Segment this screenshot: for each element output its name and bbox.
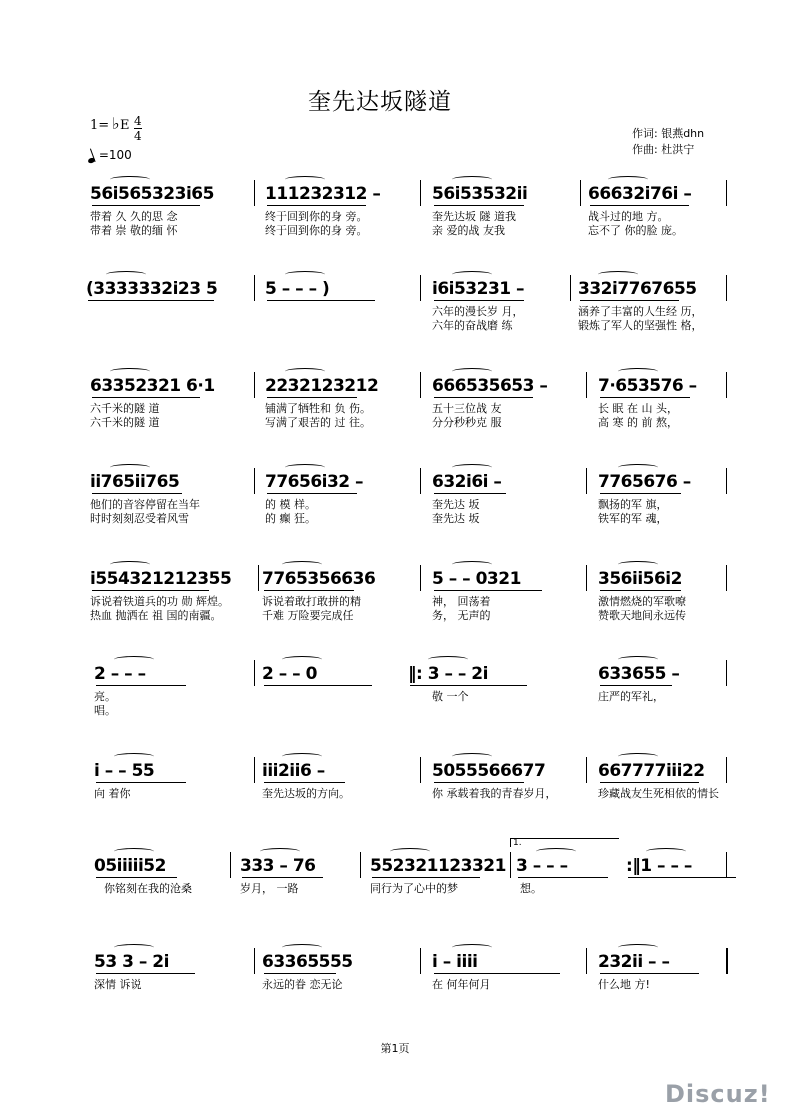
- lyric-block: [432, 210, 516, 238]
- lyric-block: [90, 595, 229, 623]
- slur-arc: [618, 464, 658, 471]
- lyric-verse-1: 奎先达坂的方向。: [262, 787, 350, 800]
- slur-arc: [428, 656, 468, 663]
- measure-notes: i6i53231 –: [432, 279, 525, 299]
- bar-line: [726, 565, 727, 591]
- beam-underline: [580, 300, 679, 301]
- beam-underline: [600, 685, 672, 686]
- beam-underline: [590, 205, 689, 206]
- measure-notes: ii765ii765: [90, 472, 180, 492]
- lyric-block: [598, 498, 668, 526]
- lyric-verse-1: 敬 一个: [432, 690, 469, 703]
- slur-arc: [260, 848, 300, 855]
- measure-notes: 7·653576 –: [598, 376, 697, 396]
- lyric-verse-1: 永远的眷 恋无论: [262, 978, 343, 991]
- beam-underline: [434, 493, 506, 494]
- bar-line: [258, 565, 259, 591]
- lyric-verse-1: 神， 回荡着: [432, 595, 491, 608]
- beam-underline: [92, 590, 209, 591]
- slur-arc: [114, 656, 154, 663]
- measure-notes: 77656i32 –: [265, 472, 364, 492]
- lyric-verse-2: 六千米的隧 道: [90, 416, 160, 429]
- lyric-block: [598, 978, 650, 992]
- composer: 作曲: 杜洪宁: [632, 143, 695, 156]
- lyric-verse-1: 飘扬的军 旗，: [598, 498, 668, 511]
- measure-notes: 5 – – – ): [265, 279, 330, 299]
- slur-arc: [452, 271, 492, 278]
- lyric-block: [432, 498, 480, 526]
- bar-line: [726, 660, 727, 686]
- lyric-verse-1: 诉说着铁道兵的功 勋 辉煌。: [90, 595, 229, 608]
- beam-underline: [434, 973, 560, 974]
- measure-notes: 5 – – 0321: [432, 569, 521, 589]
- slur-arc: [110, 368, 150, 375]
- slur-arc: [285, 368, 325, 375]
- slur-arc: [452, 368, 492, 375]
- lyric-verse-1: 他们的音容停留在当年: [90, 498, 200, 511]
- lyric-block: [265, 402, 371, 430]
- slur-arc: [282, 753, 322, 760]
- slur-arc: [608, 176, 648, 183]
- beam-underline: [264, 590, 354, 591]
- beam-underline: [434, 782, 524, 783]
- lyric-verse-1: 庄严的军礼，: [598, 690, 664, 703]
- lyric-block: [578, 305, 703, 333]
- bar-line: [586, 468, 587, 494]
- score-row: [90, 372, 728, 442]
- score-row: [90, 660, 728, 730]
- measure-notes: 333 – 76: [240, 856, 316, 876]
- score-row: [90, 757, 728, 827]
- lyric-verse-1: 带着 久 久的思 念: [90, 210, 178, 223]
- lyric-verse-1: 的 模 样。: [265, 498, 316, 511]
- bar-line: [360, 852, 361, 878]
- lyric-block: [90, 402, 160, 430]
- slur-arc: [390, 848, 430, 855]
- lyric-verse-2: 时时刻刻忍受着风雪: [90, 512, 189, 525]
- bar-line: [254, 372, 255, 398]
- bar-line: [230, 852, 231, 878]
- slur-arc: [618, 368, 658, 375]
- lyric-verse-1: 奎先达 坂: [432, 498, 480, 511]
- lyric-verse-2: 铁军的军 魂，: [598, 512, 668, 525]
- slur-arc: [285, 271, 325, 278]
- measure-notes: 666535653 –: [432, 376, 548, 396]
- lyric-verse-2: 高 寒 的 前 熬，: [598, 416, 678, 429]
- measure-notes: i554321212355: [90, 569, 232, 589]
- lyric-block: [94, 787, 131, 801]
- bar-line: [420, 372, 421, 398]
- beam-underline: [88, 300, 214, 301]
- beam-underline: [96, 685, 186, 686]
- measure-notes: 2 – – 0: [262, 664, 317, 684]
- notes-line: [90, 468, 728, 496]
- slur-arc: [114, 753, 154, 760]
- volta-bracket: 1.: [510, 838, 619, 847]
- bar-line: [420, 180, 421, 206]
- bar-line: [726, 180, 727, 206]
- lyric-verse-1: 同行为了心中的梦: [370, 882, 458, 895]
- lyric-block: [94, 978, 142, 992]
- lyric-block: [262, 978, 343, 992]
- lyric-block: [262, 595, 361, 623]
- slur-arc: [452, 753, 492, 760]
- lyric-verse-2: 亲 爱的战 友我: [432, 224, 505, 237]
- beam-underline: [264, 685, 372, 686]
- bar-line: [726, 275, 727, 301]
- bar-line: [420, 757, 421, 783]
- lyric-verse-1: 奎先达坂 隧 道我: [432, 210, 516, 223]
- lyric-verse-1: 深情 诉说: [94, 978, 142, 991]
- beam-underline: [600, 590, 681, 591]
- bar-line: [726, 468, 727, 494]
- score-row: [86, 275, 728, 345]
- lyric-verse-2: 奎先达 坂: [432, 512, 480, 525]
- flat-sign: ♭: [112, 114, 120, 133]
- bar-line: [254, 948, 255, 974]
- measure-notes: 2 – – –: [94, 664, 146, 684]
- watermark-logo: Discuz!: [665, 1080, 771, 1108]
- score-row: [90, 468, 728, 538]
- measure-notes: 05iiiii52: [94, 856, 166, 876]
- bar-line: [510, 852, 511, 878]
- measure-notes: :‖1 – – –: [626, 856, 692, 876]
- beam-underline: [434, 397, 533, 398]
- beam-underline: [267, 205, 366, 206]
- beam-underline: [96, 782, 186, 783]
- lyric-verse-1: 岁月， 一路: [240, 882, 299, 895]
- lyric-block: [265, 498, 316, 526]
- lyric-verse-1: 六千米的隧 道: [90, 402, 160, 415]
- notes-line: [86, 275, 728, 303]
- beam-underline: [600, 493, 681, 494]
- bar-line: [580, 180, 581, 206]
- lyric-block: [262, 787, 350, 801]
- measure-notes: 632i6i –: [432, 472, 502, 492]
- beam-underline: [600, 973, 699, 974]
- beam-underline: [434, 205, 524, 206]
- measure-notes: 3 – – –: [516, 856, 568, 876]
- lyric-block: [598, 595, 686, 623]
- bar-line: [726, 852, 727, 878]
- beam-underline: [242, 877, 323, 878]
- bar-line: [586, 757, 587, 783]
- slur-arc: [114, 944, 154, 951]
- measure-notes: i – iiii: [432, 952, 478, 972]
- bar-line: [420, 275, 421, 301]
- lyric-block: [90, 498, 200, 526]
- slur-arc: [618, 561, 658, 568]
- lyric-block: [520, 882, 542, 896]
- bar-line: [726, 372, 727, 398]
- measure-notes: 111232312 –: [265, 184, 381, 204]
- slur-arc: [452, 944, 492, 951]
- slur-arc: [114, 848, 154, 855]
- lyric-block: [432, 978, 491, 992]
- measure-notes: 63365555: [262, 952, 353, 972]
- measure-notes: 232ii – –: [598, 952, 670, 972]
- key-prefix: 1=: [90, 118, 110, 133]
- lyric-verse-1: 向 着你: [94, 787, 131, 800]
- slur-arc: [618, 656, 658, 663]
- beam-underline: [267, 493, 357, 494]
- lyric-verse-2: 六年的奋战磨 练: [432, 319, 513, 332]
- lyric-verse-1: 激情燃烧的军歌嘹: [598, 595, 686, 608]
- beam-underline: [434, 590, 542, 591]
- lyric-block: [598, 402, 678, 430]
- measure-notes: 356ii56i2: [598, 569, 682, 589]
- lyric-block: [432, 787, 557, 801]
- bar-line: [254, 275, 255, 301]
- lyric-block: [598, 690, 664, 704]
- quarter-note-icon: [87, 157, 95, 164]
- measure-notes: (3333332i23 5: [86, 279, 218, 299]
- slur-arc: [110, 464, 150, 471]
- measure-notes: 552321123321: [370, 856, 506, 876]
- lyric-block: [94, 690, 116, 718]
- lyric-verse-2: 终于回到你的身 旁。: [265, 224, 368, 237]
- beam-underline: [92, 397, 200, 398]
- key-signature: [90, 114, 142, 143]
- measure-notes: i – – 55: [94, 761, 155, 781]
- lyric-block: [240, 882, 299, 896]
- lyric-verse-1: 六年的漫长岁 月，: [432, 305, 524, 318]
- score-row: [90, 565, 728, 635]
- lyric-block: [90, 210, 178, 238]
- measure-notes: 2232123212: [265, 376, 379, 396]
- measure-notes: 66632i76i –: [588, 184, 692, 204]
- lyric-block: [588, 210, 683, 238]
- lyric-block: [432, 595, 491, 623]
- slur-arc: [452, 561, 492, 568]
- lyric-verse-2: 带着 崇 敬的缅 怀: [90, 224, 178, 237]
- beam-underline: [267, 397, 357, 398]
- notes-line: [90, 660, 728, 688]
- lyric-verse-1: 涵养了丰富的人生经 历，: [578, 305, 703, 318]
- bar-line: [420, 565, 421, 591]
- slur-arc: [618, 944, 658, 951]
- lyric-verse-2: 锻炼了军人的坚强性 格，: [578, 319, 703, 332]
- beam-underline: [96, 877, 177, 878]
- time-signature: [134, 114, 142, 143]
- lyric-verse-1: 什么地 方!: [598, 978, 650, 991]
- measure-notes: 5055566677: [432, 761, 546, 781]
- lyric-block: [432, 402, 502, 430]
- lyric-verse-1: 五十三位战 友: [432, 402, 502, 415]
- lyric-verse-2: 千难 万险要完成任: [262, 609, 354, 622]
- notes-line: [90, 948, 728, 976]
- beam-underline: [92, 493, 182, 494]
- lyric-block: [432, 305, 524, 333]
- bar-line: [420, 948, 421, 974]
- credits: [632, 126, 704, 158]
- slur-arc: [452, 464, 492, 471]
- bar-line: [254, 757, 255, 783]
- lyric-block: [432, 690, 469, 704]
- bar-line: [586, 948, 587, 974]
- song-title: 奎先达坂隧道: [308, 89, 452, 115]
- slur-arc: [536, 848, 576, 855]
- slur-arc: [110, 561, 150, 568]
- slur-arc: [110, 176, 150, 183]
- notes-line: [90, 180, 728, 208]
- lyric-verse-1: 终于回到你的身 旁。: [265, 210, 368, 223]
- lyric-verse-1: 铺满了牺牲和 负 伤。: [265, 402, 371, 415]
- measure-notes: 63352321 6·1: [90, 376, 215, 396]
- bar-line: [254, 660, 255, 686]
- lyric-verse-2: 唱。: [94, 704, 116, 717]
- slur-arc: [452, 176, 492, 183]
- lyric-verse-1: 你铭刻在我的沧桑: [104, 882, 192, 895]
- bar-line: [254, 180, 255, 206]
- beam-underline: [434, 300, 524, 301]
- page-number: 第1页: [380, 1042, 410, 1055]
- lyric-block: [265, 210, 368, 238]
- bar-line: [254, 468, 255, 494]
- beam-underline: [600, 782, 699, 783]
- lyric-verse-1: 想。: [520, 882, 542, 895]
- slur-arc: [282, 561, 322, 568]
- slur-arc: [282, 656, 322, 663]
- beam-underline: [267, 300, 375, 301]
- measure-notes: 56i565323i65: [90, 184, 214, 204]
- tempo-value: =100: [98, 148, 132, 162]
- measure-notes: 7765676 –: [598, 472, 691, 492]
- measure-notes: iii2ii6 –: [262, 761, 325, 781]
- beam-underline: [600, 397, 690, 398]
- lyric-verse-2: 赞歌天地间永远传: [598, 609, 686, 622]
- notes-line: [90, 757, 728, 785]
- lyric-block: [370, 882, 458, 896]
- measure-notes: 332i7767655: [578, 279, 697, 299]
- lyric-verse-1: 在 何年何月: [432, 978, 491, 991]
- bar-line: [420, 468, 421, 494]
- time-sig-top: 4: [134, 114, 142, 128]
- notes-line: [90, 372, 728, 400]
- slur-arc: [282, 944, 322, 951]
- slur-arc: [106, 271, 146, 278]
- notes-line: [90, 565, 728, 593]
- beam-underline: [628, 877, 736, 878]
- lyric-verse-1: 珍藏战友生死相依的情长: [598, 787, 719, 800]
- measure-notes: 667777iii22: [598, 761, 705, 781]
- bar-line: [586, 372, 587, 398]
- slur-arc: [285, 176, 325, 183]
- lyric-verse-1: 你 承载着我的青春岁月，: [432, 787, 557, 800]
- score-row: [90, 838, 728, 922]
- measure-notes: 56i53532ii: [432, 184, 528, 204]
- measure-notes: ‖: 3 – – 2i: [408, 664, 488, 684]
- time-sig-bottom: 4: [134, 129, 142, 143]
- measure-notes: 53 3 – 2i: [94, 952, 169, 972]
- lyric-verse-2: 分分秒秒克 服: [432, 416, 502, 429]
- measure-notes: 7765356636: [262, 569, 376, 589]
- slur-arc: [646, 848, 686, 855]
- lyric-verse-2: 的 癫 狂。: [265, 512, 316, 525]
- beam-underline: [372, 877, 480, 878]
- bar-line: [726, 757, 727, 783]
- lyric-verse-1: 长 眠 在 山 头，: [598, 402, 678, 415]
- slur-arc: [598, 271, 638, 278]
- bar-line: [570, 275, 571, 301]
- beam-underline: [96, 973, 195, 974]
- beam-underline: [410, 685, 527, 686]
- tempo-mark: [88, 148, 132, 162]
- bar-line: [586, 565, 587, 591]
- beam-underline: [518, 877, 608, 878]
- beam-underline: [264, 782, 345, 783]
- lyric-verse-1: 亮。: [94, 690, 116, 703]
- beam-underline: [264, 973, 336, 974]
- lyric-block: [104, 882, 192, 896]
- slur-arc: [285, 464, 325, 471]
- measure-notes: 633655 –: [598, 664, 680, 684]
- lyricist: 作词: 银燕dhn: [632, 127, 705, 140]
- score-row: [90, 948, 728, 1018]
- key-letter: E: [120, 118, 130, 133]
- notes-line: [90, 852, 728, 880]
- lyric-verse-2: 写满了艰苦的 过 往。: [265, 416, 371, 429]
- score-row: [90, 180, 728, 250]
- lyric-verse-1: 诉说着敢打敢拼的精: [262, 595, 361, 608]
- lyric-verse-2: 热血 抛洒在 祖 国的南疆。: [90, 609, 222, 622]
- beam-underline: [92, 205, 200, 206]
- bar-line: [726, 948, 728, 974]
- lyric-block: [598, 787, 719, 801]
- lyric-verse-1: 战斗过的地 方。: [588, 210, 669, 223]
- slur-arc: [618, 753, 658, 760]
- lyric-verse-2: 务， 无声的: [432, 609, 491, 622]
- lyric-verse-2: 忘不了 你的脸 庞。: [588, 224, 683, 237]
